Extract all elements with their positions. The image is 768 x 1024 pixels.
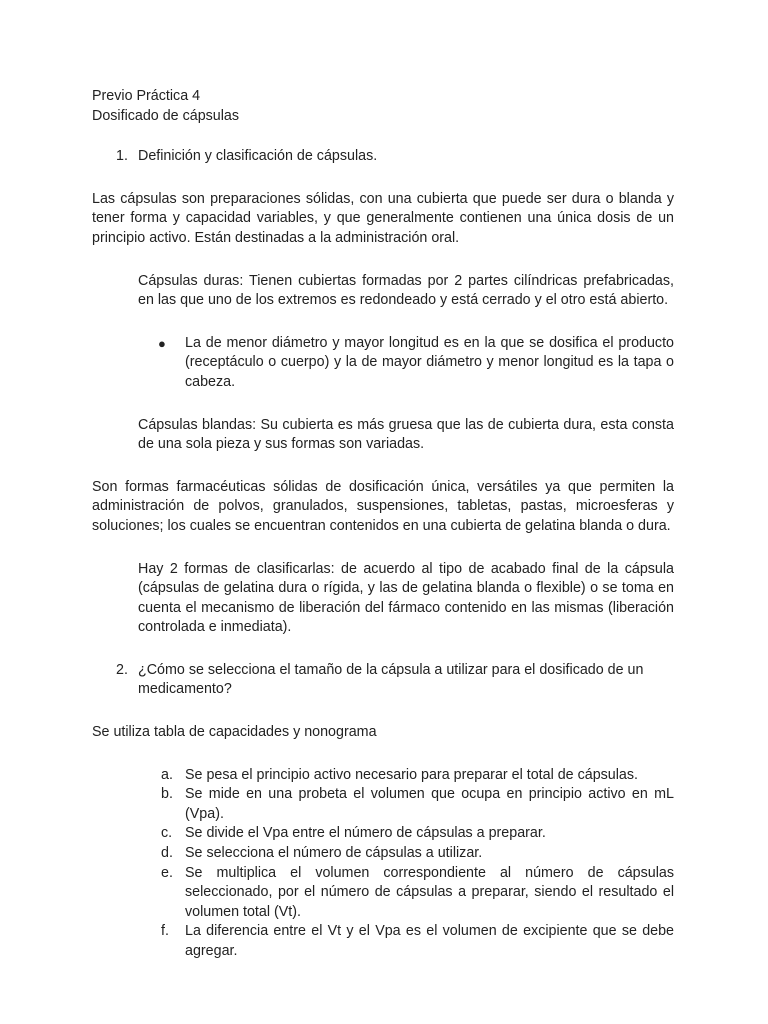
hard-capsules-paragraph: Cápsulas duras: Tienen cubiertas formadas por 2 partes cilíndricas prefabricadas, en las que uno de los extremos es redondeado y está cerrado y el otro está abierto. [138, 272, 674, 309]
step-letter: b. [161, 786, 173, 803]
list-item [138, 844, 674, 864]
bullet-icon: ● [158, 335, 166, 351]
section-2-heading [92, 661, 674, 700]
step-text: Se pesa el principio activo necesario para preparar el total de cápsulas. [185, 766, 638, 783]
step-text: Se divide el Vpa entre el número de cápsulas a preparar. [185, 825, 546, 842]
step-text: La diferencia entre el Vt y el Vpa es el volumen de excipiente que se debe agregar. [185, 923, 674, 959]
section-1-number: 1. [116, 148, 128, 165]
header-line-2: Dosificado de cápsulas [92, 107, 240, 124]
list-item [138, 785, 674, 824]
step-letter: a. [161, 766, 173, 783]
section-2-intro: Se utiliza tabla de capacidades y nonograma [92, 724, 377, 741]
step-letter: f. [161, 923, 169, 940]
step-text: Se selecciona el número de cápsulas a utilizar. [185, 845, 483, 862]
section-1-title: Definición y clasificación de cápsulas. [138, 148, 378, 165]
section-1-heading [92, 147, 674, 167]
section-2-title: ¿Cómo se selecciona el tamaño de la cápsula a utilizar para el dosificado de un medicamento? [138, 661, 644, 698]
list-item [138, 864, 674, 923]
section-2-number: 2. [116, 661, 128, 678]
document-page [92, 87, 674, 962]
bullet-item [158, 334, 674, 393]
step-letter: c. [161, 825, 173, 842]
capsules-intro-paragraph: Las cápsulas son preparaciones sólidas, con una cubierta que puede ser dura o blanda y tener forma y capacidad variables, y que generalmente contienen una única dosis de un principio activo. Están destinadas a la administración oral. [92, 190, 674, 246]
document-header [92, 87, 674, 126]
list-item [138, 766, 674, 786]
bullet-text: La de menor diámetro y mayor longitud es en la que se dosifica el producto (receptáculo o cuerpo) y la de mayor diámetro y menor longitud es la tapa o cabeza. [185, 334, 674, 390]
step-letter: e. [161, 864, 173, 881]
list-item [138, 922, 674, 961]
classification-paragraph: Hay 2 formas de clasificarlas: de acuerdo al tipo de acabado final de la cápsula (cápsulas de gelatina dura o rígida, y las de gelatina blanda o flexible) o se toma en cuenta el mecanismo de liberación del fármaco contenido en las mismas (liberación controlada e inmediata). [138, 560, 674, 636]
list-item [138, 824, 674, 844]
soft-capsules-paragraph: Cápsulas blandas: Su cubierta es más gruesa que las de cubierta dura, esta consta de una sola pieza y sus formas son variadas. [138, 416, 674, 453]
step-letter: d. [161, 845, 173, 862]
steps-list [138, 766, 674, 962]
header-line-1: Previo Práctica 4 [92, 88, 201, 104]
step-text: Se mide en una probeta el volumen que ocupa en principio activo en mL (Vpa). [185, 786, 674, 822]
dosage-forms-paragraph: Son formas farmacéuticas sólidas de dosificación única, versátiles ya que permiten la administración de polvos, granulados, suspensiones, tabletas, pastas, microesferas y soluciones; los cuales se encuentran contenidos en una cubierta de gelatina blanda o dura. [92, 478, 674, 534]
step-text: Se multiplica el volumen correspondiente al número de cápsulas seleccionado, por el número de cápsulas a preparar, siendo el resultado el volumen total (Vt). [185, 864, 674, 920]
